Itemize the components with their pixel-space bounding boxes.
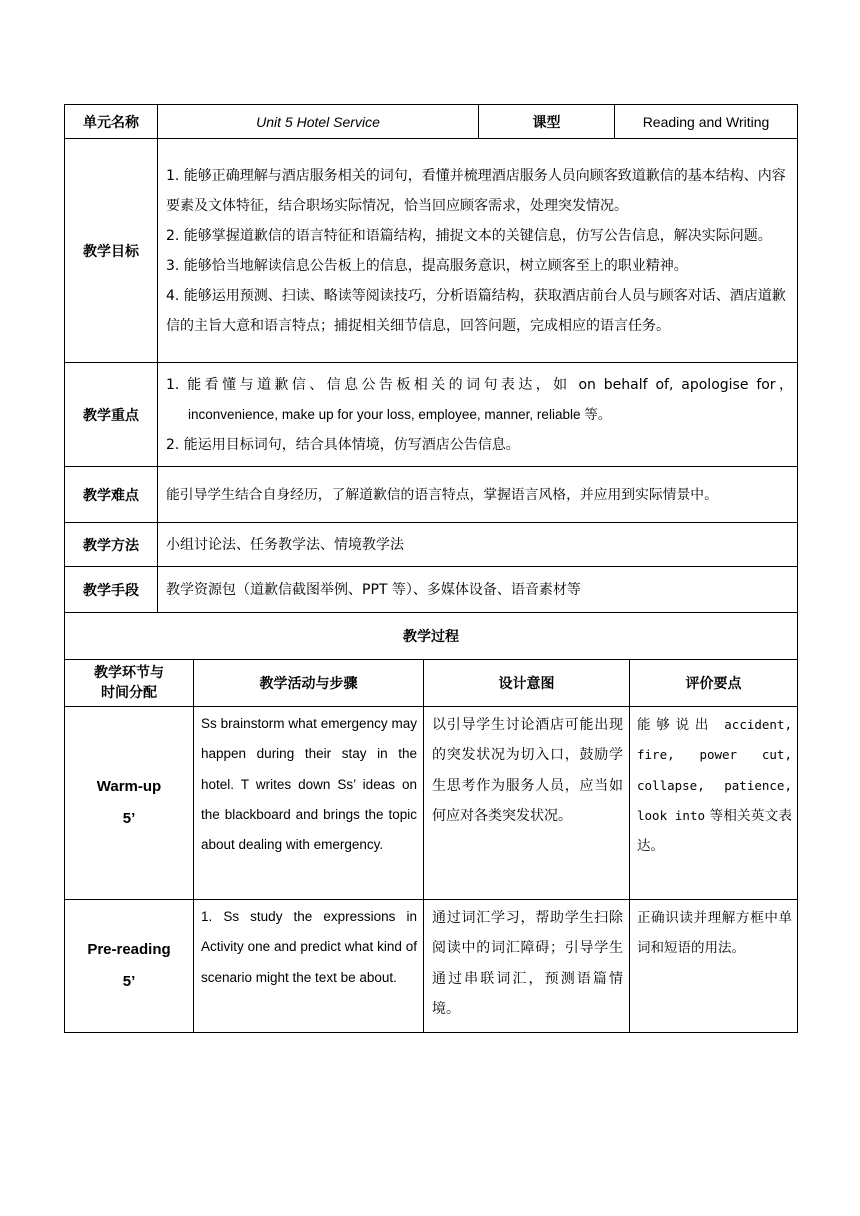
difficulty-row [65,467,798,523]
stage-header-line-2: 时间分配 [101,685,157,701]
stage-name: Warm-up [96,778,162,795]
activity-header: 教学活动与步骤 [194,660,424,707]
purpose-cell: 通过词汇学习，帮助学生扫除阅读中的词汇障碍；引导学生通过串联词汇，预测语篇情境。 [424,900,630,1033]
method-row [65,523,798,567]
stage-cell [65,900,194,1033]
process-row-pre-reading [65,900,798,1033]
purpose-cell: 以引导学生讨论酒店可能出现的突发状况为切入口，鼓励学生思考作为服务人员，应当如何应对各类突发状况。 [424,707,630,900]
key-points-cell [158,363,798,467]
evaluation-cell [630,900,798,1033]
activity-cell: 1. Ss study the expressions in Activity one and predict what kind of scenario might the text be about. [194,900,424,1033]
unit-name-value: Unit 5 Hotel Service [158,105,479,139]
evaluation-cell [630,707,798,900]
process-row-warm-up [65,707,798,900]
stage-cell [65,707,194,900]
key-points-row [65,363,798,467]
objectives-label: 教学目标 [65,139,158,363]
means-row [65,567,798,613]
stage-name: Pre-reading [87,941,171,958]
evaluation-prefix: 正确识读并理解方框中单词和短语的用法。 [637,910,792,957]
evaluation-terms: accident, fire, power cut, collapse, patience, look into [637,717,792,823]
process-title-row [65,613,798,660]
stage-time: 5’ [122,973,136,990]
key-points-label: 教学重点 [65,363,158,467]
key-point-2: 2. 能运用目标词句，结合具体情境，仿写酒店公告信息。 [166,436,520,453]
evaluation-prefix: 能够说出 [637,717,725,733]
lesson-info-table [64,104,798,613]
process-title: 教学过程 [65,613,798,660]
objectives-row [65,139,798,363]
unit-row [65,105,798,139]
teaching-process-table [64,612,798,1033]
method-value: 小组讨论法、任务教学法、情境教学法 [158,523,798,567]
key-point-1-line-2: inconvenience, make up for your loss, employee, manner, reliable 等。 [188,406,612,422]
means-label: 教学手段 [65,567,158,613]
key-point-1-line-1: 1. 能看懂与道歉信、信息公告板相关的词句表达，如 on behalf of, apologise for， [166,376,793,393]
process-header-row [65,660,798,707]
objective-item: 3. 能够恰当地解读信息公告板上的信息，提高服务意识，树立顾客至上的职业精神。 [166,257,688,274]
means-value: 教学资源包（道歉信截图举例、PPT 等）、多媒体设备、语音素材等 [158,567,798,613]
objective-item: 2. 能够掌握道歉信的语言特征和语篇结构，捕捉文本的关键信息，仿写公告信息，解决实际问题。 [166,227,772,244]
purpose-header: 设计意图 [424,660,630,707]
lesson-type-label: 课型 [479,105,615,139]
objective-item: 4. 能够运用预测、扫读、略读等阅读技巧，分析语篇结构，获取酒店前台人员与顾客对话、酒店道歉信的主旨大意和语言特点；捕捉相关细节信息，回答问题，完成相应的语言任务。 [166,287,786,334]
difficulty-label: 教学难点 [65,467,158,523]
evaluation-header: 评价要点 [630,660,798,707]
evaluation-suffix: 等相关英文表达。 [637,807,792,855]
stage-time: 5’ [122,810,136,827]
stage-header [65,660,194,707]
activity-cell: Ss brainstorm what emergency may happen during their stay in the hotel. T writes down Ss’ ideas on the blackboard and brings the topic about dealing with emergency. [194,707,424,900]
difficulty-value: 能引导学生结合自身经历，了解道歉信的语言特点，掌握语言风格，并应用到实际情景中。 [158,467,798,523]
objective-item: 1. 能够正确理解与酒店服务相关的词句，看懂并梳理酒店服务人员向顾客致道歉信的基本结构、内容要素及文体特征，结合职场实际情况，恰当回应顾客需求，处理突发情况。 [166,167,786,214]
unit-name-label: 单元名称 [65,105,158,139]
stage-header-line-1: 教学环节与 [94,665,164,681]
objectives-cell [158,139,798,363]
method-label: 教学方法 [65,523,158,567]
lesson-type-value: Reading and Writing [615,105,798,139]
